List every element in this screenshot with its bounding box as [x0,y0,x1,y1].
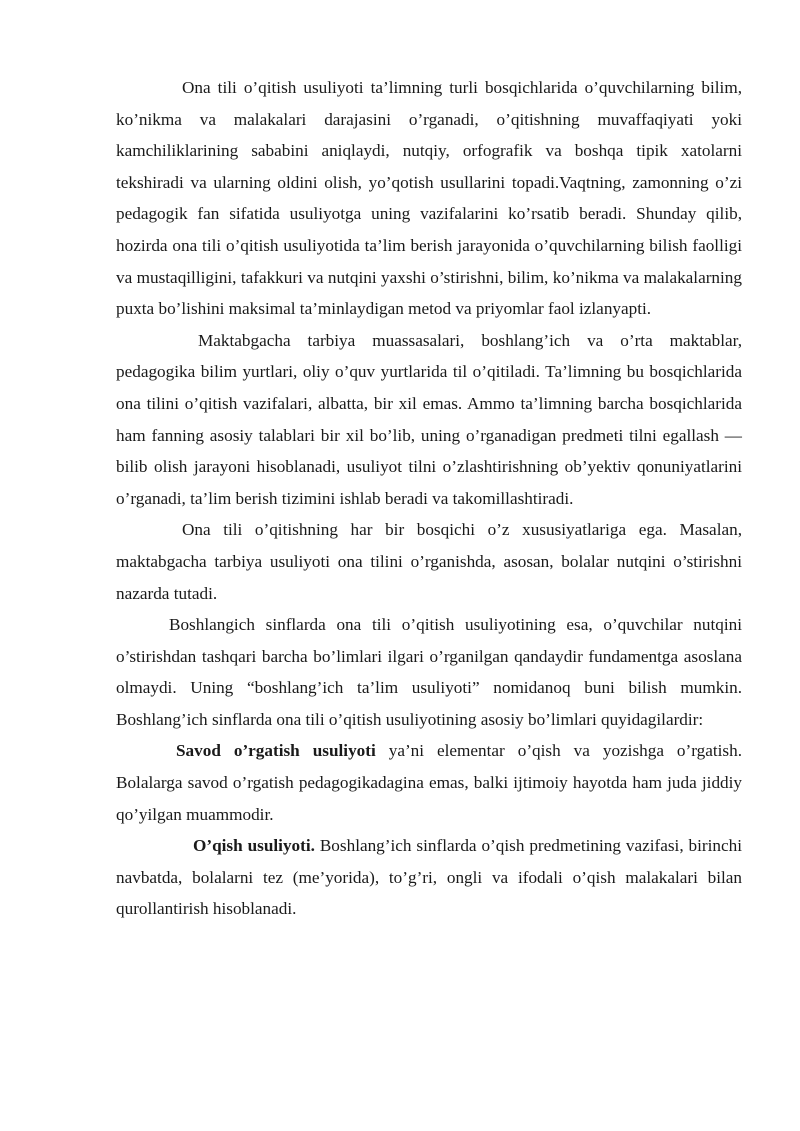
paragraph-6 [116,830,742,925]
paragraph-5 [116,735,742,830]
paragraph-5-heading: Savod o’rgatish usuliyoti [176,741,376,761]
paragraph-4: Boshlangich sinflarda ona tili o’qitish usuliyotining esa, o’quvchilar nutqini o’stirishdan tashqari barcha bo’limlari ilgari o’rganilgan qandaydir fundamentga asoslana olmaydi. Uning “boshlang’ich ta’lim usuliyoti” nomidanoq buni bilish mumkin. Boshlang’ich sinflarda ona tili o’qitish usuliyotining asosiy bo’limlari quyidagilardir: [116,615,742,729]
paragraph-6-text: Boshlang’ich sinflarda o’qish predmetining vazifasi, birinchi navbatda, bolalarni tez (me’yorida), to’g’ri, ongli va ifodali o’qish malakalari bilan qurollantirish hisoblanadi. [116,836,742,919]
paragraph-6-heading: O’qish usuliyoti. [193,836,315,856]
paragraph-5-text: ya’ni elementar o’qish va yozishga o’rgatish. Bolalarga savod o’rgatish pedagogikadagina emas, balki ijtimoiy hayotda ham juda jiddiy qo’yilgan muammodir. [116,741,743,824]
paragraph-2: Maktabgacha tarbiya muassasalari, boshlang’ich va o’rta maktablar, pedagogika bilim yurtlari, oliy o’quv yurtlarida til o’qitiladi. Ta’limning bu bosqichlarida ona tilini o’qitish vazifalari, albatta, bir xil emas. Ammo ta’limning barcha bosqichlarida ham fanning asosiy talablari bir xil bo’lib, uning o’rganadigan predmeti tilni egallash — bilib olish jarayoni hisoblanadi, usuliyot tilni o’zlashtirishning ob’yektiv qonuniyatlarini o’rganadi, ta’lim berish tizimini ishlab beradi va takomillashtiradi. [116,330,742,508]
paragraph-1: Ona tili o’qitish usuliyoti ta’limning turli bosqichlarida o’quvchilarning bilim, ko’nikma va malakalari darajasini o’rganadi, o’qitishning muvaffaqiyati yoki kamchiliklarining sababini aniqlaydi, nutqiy, orfografik va boshqa tipik xatolarni tekshiradi va ularning oldini olish, yo’qotish usullarini topadi.Vaqtning, zamonning o’zi pedagogik fan sifatida usuliyotga uning vazifalarini ko’rsatib beradi. Shunday qilib, hozirda ona tili o’qitish usuliyotida ta’lim berish jarayonida o’quvchilarning bilish faolligi va mustaqilligini, tafakkuri va nutqini yaxshi o’stirishni, bilim, ko’nikma va malakalarning puxta bo’lishini maksimal ta’minlaydigan metod va priyomlar faol izlanyapti. [116,78,742,319]
paragraph-3: Ona tili o’qitishning har bir bosqichi o’z xususiyatlariga ega. Masalan, maktabgacha tarbiya usuliyoti ona tilini o’rganishda, asosan, bolalar nutqini o’stirishni nazarda tutadi. [116,520,742,603]
document-body [116,72,742,925]
